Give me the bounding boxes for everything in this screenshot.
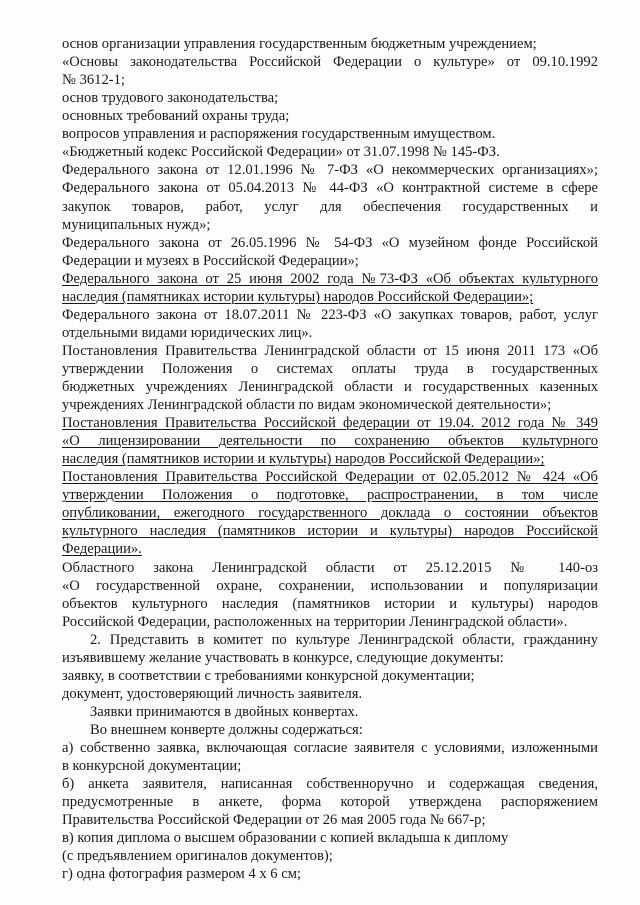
- underlined-text: Федерации».: [62, 541, 142, 558]
- underlined-text: культурного наследия (памятников истории и культуры) народов Российской: [62, 523, 598, 540]
- underlined-text: Федерального закона от 25 июня 2002 года №73-ФЗ «Об объектах культурного: [62, 270, 598, 287]
- text-line: [62, 487, 598, 504]
- text-line: основных требований охраны труда;: [62, 108, 290, 125]
- text-line: муниципальных нужд»;: [62, 216, 211, 233]
- text-line: Областного закона Ленинградской области от 25.12.2015 № 140-оз: [62, 559, 598, 576]
- text-line: [62, 505, 598, 522]
- text-line: «Основы законодательства Российской Федерации о культуре» от 09.10.1992: [62, 54, 598, 70]
- text-line: Федерального закона от 26.05.1996 № 54-ФЗ «О музейном фонде Российской: [62, 234, 598, 251]
- text-line: [62, 469, 598, 486]
- underlined-text: утверждении Положения о подготовке, распространении, в том числе: [62, 487, 598, 504]
- text-line: в конкурсной документации;: [62, 758, 242, 774]
- underlined-text: Постановления Правительства Российской Федерации от 02.05.2012 № 424 «Об: [62, 469, 598, 486]
- text-line: Федерации и музеях в Российской Федерации»;: [62, 252, 359, 269]
- text-line: в) копия диплома о высшем образовании с копией вкладыша к диплому: [62, 830, 509, 847]
- text-line: Во внешнем конверте должны содержаться:: [90, 721, 363, 738]
- text-line: вопросов управления и распоряжения государственным имуществом.: [62, 126, 496, 143]
- text-line: бюджетных учреждениях Ленинградской области и государственных казенных: [62, 378, 598, 395]
- text-line: Заявки принимаются в двойных конвертах.: [90, 703, 359, 720]
- text-line: основ трудового законодательства;: [62, 90, 279, 107]
- underlined-text: Постановления Правительства Российской федерации от 19.04. 2012 года № 349: [62, 415, 598, 432]
- text-line: [62, 523, 598, 540]
- text-line: учреждениях Ленинградской области по видам экономической деятельности»;: [62, 397, 552, 413]
- underlined-text: «О лицензировании деятельности по сохранению объектов культурного: [62, 433, 598, 450]
- text-line: [62, 415, 598, 432]
- underlined-text: опубликовании, ежегодного государственного доклада о состоянии объектов: [62, 505, 598, 522]
- underlined-text: наследия (памятниках истории культуры) народов Российской Федерации»;: [62, 288, 534, 305]
- text-line: № 3612-1;: [62, 72, 125, 89]
- text-line: «Бюджетный кодекс Российской Федерации» от 31.07.1998 № 145-ФЗ.: [62, 144, 500, 161]
- text-line: [62, 433, 598, 450]
- text-line: г) одна фотография размером 4 х 6 см;: [62, 866, 302, 883]
- text-line: [62, 451, 598, 468]
- text-line: Федерального закона от 12.01.1996 № 7-ФЗ «О некоммерческих организациях»;: [62, 162, 598, 179]
- text-line: (с предъявлением оригиналов документов);: [62, 848, 333, 865]
- text-line: [62, 289, 598, 306]
- text-line: Федерального закона от 05.04.2013 № 44-ФЗ «О контрактной системе в сфере: [62, 180, 598, 197]
- text-line: закупок товаров, работ, услуг для обеспечения государственных и: [62, 198, 598, 215]
- text-line: утверждении Положения о системах оплаты труда в государственных: [62, 360, 598, 377]
- text-line: [62, 541, 598, 558]
- text-line: Правительства Российской Федерации от 26 мая 2005 года № 667-р;: [62, 812, 486, 829]
- text-line: документ, удостоверяющий личность заявителя.: [62, 685, 363, 702]
- text-line: отдельными видами юридических лиц».: [62, 324, 313, 341]
- text-line: «О государственной охране, сохранении, использовании и популяризации: [62, 577, 598, 594]
- text-line: б) анкета заявителя, написанная собственноручно и содержащая сведения,: [62, 776, 598, 793]
- text-line: 2. Представить в комитет по культуре Ленинградской области, гражданину: [90, 631, 598, 648]
- text-line: Постановления Правительства Ленинградской области от 15 июня 2011 173 «Об: [62, 342, 598, 359]
- text-line: объектов культурного наследия (памятников истории и культуры) народов: [62, 595, 598, 612]
- text-line: [62, 271, 598, 288]
- underlined-text: наследия (памятников истории и культуры) народов Российской Федерации»;: [62, 451, 545, 468]
- text-line: а) собственно заявка, включающая согласие заявителя с условиями, изложенными: [62, 740, 598, 756]
- text-line: изъявившему желание участвовать в конкурсе, следующие документы:: [62, 649, 504, 666]
- text-line: заявку, в соответствии с требованиями конкурсной документации;: [62, 667, 475, 684]
- text-line: Российской Федерации, расположенных на территории Ленинградской области».: [62, 613, 568, 630]
- text-line: Федерального закона от 18.07.2011 № 223-ФЗ «О закупках товаров, работ, услуг: [62, 306, 598, 323]
- text-line: предусмотренные в анкете, форма которой утверждена распоряжением: [62, 794, 598, 811]
- text-line: основ организации управления государственным бюджетным учреждением;: [62, 36, 537, 52]
